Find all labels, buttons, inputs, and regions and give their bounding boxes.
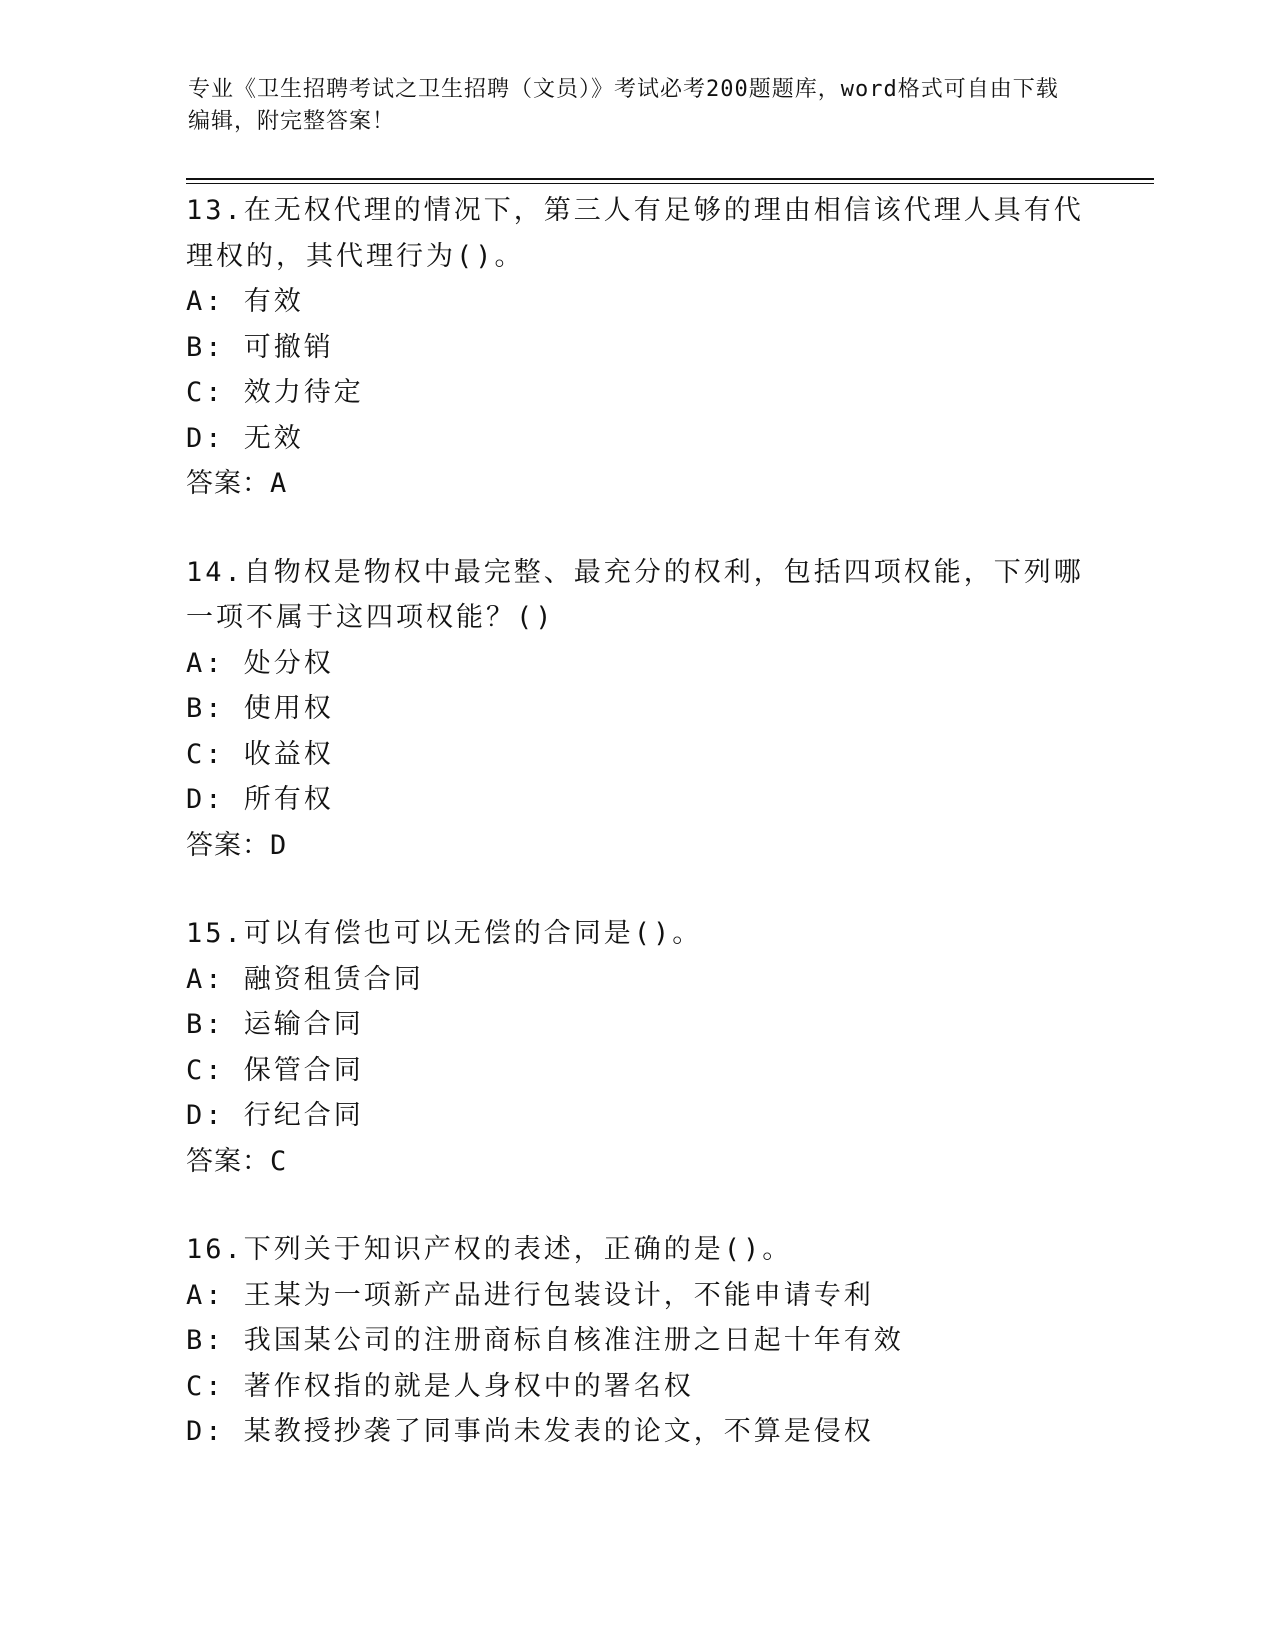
answer-value: D <box>270 829 288 861</box>
option-c: C: 收益权 <box>186 738 334 770</box>
question-stem: 14.自物权是物权中最完整、最充分的权利，包括四项权能，下列哪一项不属于这四项权能？() <box>186 556 1084 633</box>
option-a: A: 王某为一项新产品进行包装设计，不能申请专利 <box>186 1279 874 1311</box>
option-a: A: 融资租赁合同 <box>186 963 424 995</box>
option-c: C: 保管合同 <box>186 1054 364 1086</box>
option-d: D: 某教授抄袭了同事尚未发表的论文，不算是侵权 <box>186 1416 874 1447</box>
question-15 <box>186 911 1086 1184</box>
answer-label: 答案： <box>186 468 270 499</box>
option-c: C: 效力待定 <box>186 377 364 408</box>
header-divider <box>186 178 1154 184</box>
question-stem: 13.在无权代理的情况下，第三人有足够的理由相信该代理人具有代理权的，其代理行为()。 <box>186 195 1084 272</box>
answer-value: A <box>270 468 288 499</box>
option-c: C: 著作权指的就是人身权中的署名权 <box>186 1370 694 1402</box>
answer-label: 答案： <box>186 1145 270 1177</box>
question-14 <box>186 550 1086 869</box>
answer-line <box>186 1139 1086 1185</box>
question-16 <box>186 1227 1086 1455</box>
option-b: B: 运输合同 <box>186 1009 364 1040</box>
option-d: D: 所有权 <box>186 784 334 815</box>
document-header: 专业《卫生招聘考试之卫生招聘（文员）》考试必考200题题库，word格式可自由下载编辑，附完整答案！ <box>188 77 1059 134</box>
option-b: B: 可撤销 <box>186 331 334 363</box>
option-a: A: 有效 <box>186 286 304 317</box>
question-list <box>186 188 1086 1498</box>
option-d: D: 行纪合同 <box>186 1100 364 1131</box>
answer-value: C <box>270 1145 288 1177</box>
option-d: D: 无效 <box>186 422 304 454</box>
option-b: B: 使用权 <box>186 693 334 724</box>
option-a: A: 处分权 <box>186 647 334 679</box>
answer-line <box>186 461 1086 507</box>
answer-label: 答案： <box>186 829 270 861</box>
answer-line <box>186 823 1086 869</box>
question-stem: 16.下列关于知识产权的表述，正确的是()。 <box>186 1234 793 1265</box>
question-13 <box>186 188 1086 507</box>
option-b: B: 我国某公司的注册商标自核准注册之日起十年有效 <box>186 1325 904 1356</box>
question-stem: 15.可以有偿也可以无偿的合同是()。 <box>186 918 703 949</box>
